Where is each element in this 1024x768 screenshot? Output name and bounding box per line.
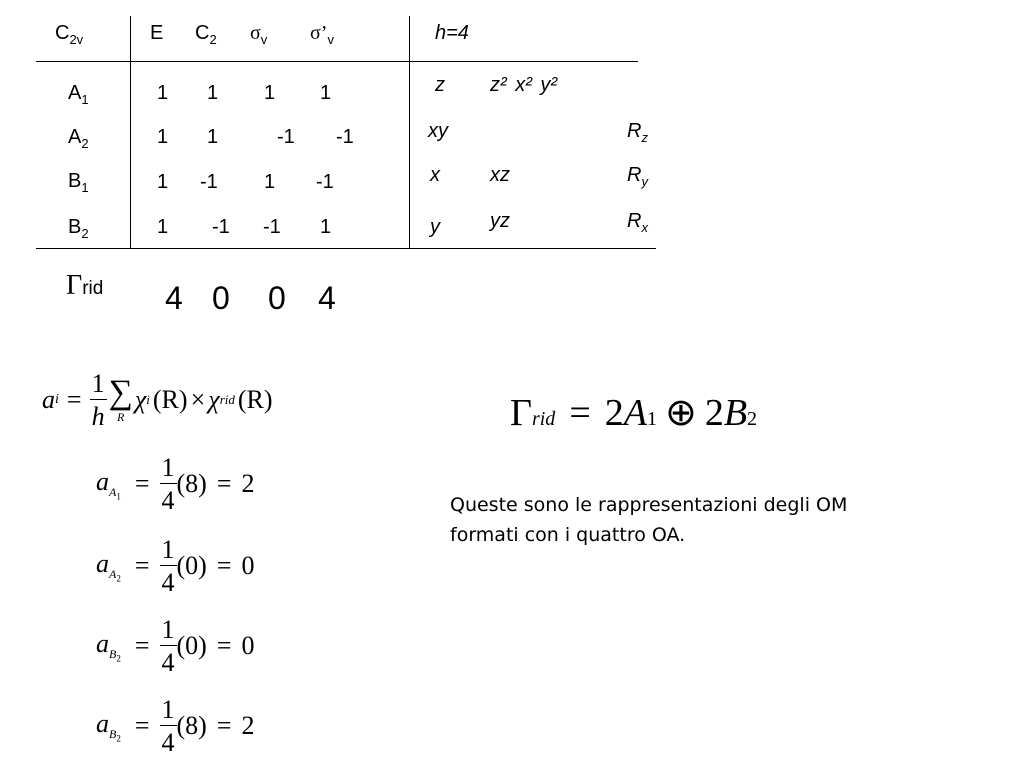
rotation-sub: y xyxy=(641,174,648,189)
coef-label-sub: 1 xyxy=(116,491,121,502)
char-cell: -1 xyxy=(277,126,295,148)
op-symbol: C xyxy=(195,22,210,44)
quadratic-basis: xz xyxy=(490,164,510,186)
irrep-A2 xyxy=(68,126,89,151)
chi-sub-i: i xyxy=(146,392,150,407)
coef-label: A xyxy=(109,484,117,499)
term2-sub: 2 xyxy=(747,408,758,430)
fraction-numerator: 1 xyxy=(91,368,105,398)
char-cell: -1 xyxy=(263,216,281,238)
coefficient-row: $a_{A_2}$ = $\frac{1}{4}$ (0) = 0 xyxy=(96,534,255,597)
reducible-rep-label xyxy=(66,270,103,302)
fraction-numerator: 1 xyxy=(161,534,175,564)
char-cell: -1 xyxy=(336,126,354,148)
fraction-numerator: 1 xyxy=(161,694,175,724)
fraction-denominator: 4 xyxy=(161,567,175,597)
char-cell: 1 xyxy=(207,126,219,148)
char-cell: -1 xyxy=(200,171,218,193)
term1-symbol: A xyxy=(623,392,647,434)
chi-sub-rid: rid xyxy=(219,392,235,407)
irrep-sub: 1 xyxy=(81,92,89,107)
irrep-sub: 2 xyxy=(81,136,89,151)
irrep-symbol: B xyxy=(68,170,82,192)
explanatory-note: Queste sono le rappresentazioni degli OM formati con i quattro OA. xyxy=(450,494,848,546)
table-right-divider xyxy=(409,16,410,248)
char-cell: 1 xyxy=(157,171,169,193)
coef-lhs: $a_{A_1}$ xyxy=(96,466,121,502)
term1-coefficient: 2 xyxy=(604,392,624,434)
table-bottom-rule xyxy=(36,248,656,249)
char-cell: 1 xyxy=(157,216,169,238)
op-sub: v xyxy=(327,32,334,47)
irrep-sub: 1 xyxy=(81,180,89,195)
irrep-B1 xyxy=(68,170,89,195)
term2-coefficient: 2 xyxy=(704,392,724,434)
fraction-numerator: 1 xyxy=(161,452,175,482)
char-cell: -1 xyxy=(212,216,230,238)
fraction-denominator: 4 xyxy=(161,485,175,515)
formula-arg: (R) xyxy=(237,385,273,414)
char-cell: 1 xyxy=(157,82,169,104)
rotation-symbol: R xyxy=(627,120,642,142)
irrep-sub: 2 xyxy=(81,226,89,241)
char-cell: 1 xyxy=(207,82,219,104)
op-sigma-v-prime xyxy=(310,22,334,47)
group-order-label: h=4 xyxy=(435,22,469,44)
reducible-char: 0 xyxy=(212,280,230,316)
irrep-symbol: B xyxy=(68,216,82,238)
point-group-label xyxy=(55,22,83,47)
gamma-sub: rid xyxy=(82,278,104,299)
chi-symbol: χ xyxy=(208,385,220,414)
coef-sum: (0) xyxy=(176,631,207,660)
formula-lhs-sub: i xyxy=(55,392,59,407)
gamma-symbol: Γ xyxy=(510,392,532,434)
reducible-char: 4 xyxy=(318,280,336,316)
summation-index: R xyxy=(117,409,125,424)
char-cell: 1 xyxy=(157,126,169,148)
fraction-denominator: 4 xyxy=(161,727,175,757)
term2-symbol: B xyxy=(723,392,748,434)
coefficient-row: $a_{B_2}$ = $\frac{1}{4}$ (8) = 2 xyxy=(96,694,255,757)
coef-label-sub: 2 xyxy=(116,573,121,584)
op-symbol: E xyxy=(150,22,164,44)
op-sigma-v xyxy=(250,22,267,47)
linear-basis: xy xyxy=(428,120,448,142)
linear-basis: x xyxy=(430,164,440,186)
rotation-sub: z xyxy=(641,130,648,145)
char-cell: 1 xyxy=(320,216,332,238)
formula-fraction xyxy=(90,368,107,431)
group-base: C xyxy=(55,22,70,44)
rotation-symbol: R xyxy=(627,164,642,186)
irrep-B2 xyxy=(68,216,89,241)
rotation-symbol: R xyxy=(627,210,642,232)
coef-label: B xyxy=(109,726,117,741)
term1-sub: 1 xyxy=(646,408,657,430)
linear-basis: z xyxy=(435,74,445,96)
coefficient-row: $a_{B_2}$ = $\frac{1}{4}$ (0) = 0 xyxy=(96,614,255,677)
op-C2 xyxy=(195,22,217,47)
reducible-char: 4 xyxy=(165,280,183,316)
summation xyxy=(108,373,133,425)
coef-lhs: $a_{B_2}$ xyxy=(96,708,121,744)
op-sub: 2 xyxy=(209,32,217,47)
coef-label: B xyxy=(109,646,117,661)
table-header-rule xyxy=(36,61,638,62)
irrep-A1 xyxy=(68,82,89,107)
coef-lhs: $a_{A_2}$ xyxy=(96,548,121,584)
reducible-char: 0 xyxy=(268,280,286,316)
formula-lhs: a xyxy=(42,385,55,414)
coef-result: 0 xyxy=(241,631,255,660)
linear-basis: y xyxy=(430,216,440,238)
rotation-basis xyxy=(627,210,648,235)
rotation-sub: x xyxy=(641,220,648,235)
reduction-formula: a i = $\frac{1}{h}$ ∑ R χ i (R) × χ rid (R) xyxy=(42,368,273,431)
rotation-basis xyxy=(627,120,648,145)
irrep-symbol: A xyxy=(68,82,82,104)
coef-lhs: $a_{B_2}$ xyxy=(96,628,121,664)
table-left-divider xyxy=(130,16,131,248)
chi-symbol: χ xyxy=(134,385,147,414)
coef-label: A xyxy=(109,566,117,581)
coef-label-sub: 2 xyxy=(116,733,121,744)
coef-sum: (8) xyxy=(176,711,207,740)
op-sub: v xyxy=(260,32,268,47)
coefficient-row: $a_{A_1}$ = $\frac{1}{4}$ (8) = 2 xyxy=(96,452,255,515)
char-cell: 1 xyxy=(320,82,332,104)
coef-sum: (0) xyxy=(176,551,207,580)
direct-sum-symbol: ⊕ xyxy=(664,392,697,434)
coef-result: 0 xyxy=(241,551,255,580)
fraction-denominator: h xyxy=(91,401,105,431)
op-symbol: σ’ xyxy=(310,22,328,44)
formula-arg: (R) xyxy=(152,385,188,414)
group-sub: 2v xyxy=(69,32,84,47)
gamma-symbol: Γ xyxy=(66,270,83,301)
irrep-symbol: A xyxy=(68,126,82,148)
coef-result: 2 xyxy=(241,469,255,498)
times-symbol: × xyxy=(190,385,206,414)
coef-result: 2 xyxy=(241,711,255,740)
summation-symbol: ∑ xyxy=(108,373,133,411)
quadratic-basis: z² x² y² xyxy=(490,74,558,96)
decomposition-equation xyxy=(510,390,757,435)
gamma-sub: rid xyxy=(531,408,556,430)
fraction-numerator: 1 xyxy=(161,614,175,644)
op-E xyxy=(150,22,163,45)
equals-sign: = xyxy=(569,392,591,434)
op-symbol: σ xyxy=(250,22,261,44)
rotation-basis xyxy=(627,164,648,189)
coef-sum: (8) xyxy=(176,469,207,498)
char-cell: 1 xyxy=(264,82,276,104)
coef-label-sub: 2 xyxy=(116,653,121,664)
quadratic-basis: yz xyxy=(490,210,510,232)
char-cell: -1 xyxy=(316,171,334,193)
char-cell: 1 xyxy=(264,171,276,193)
fraction-denominator: 4 xyxy=(161,647,175,677)
